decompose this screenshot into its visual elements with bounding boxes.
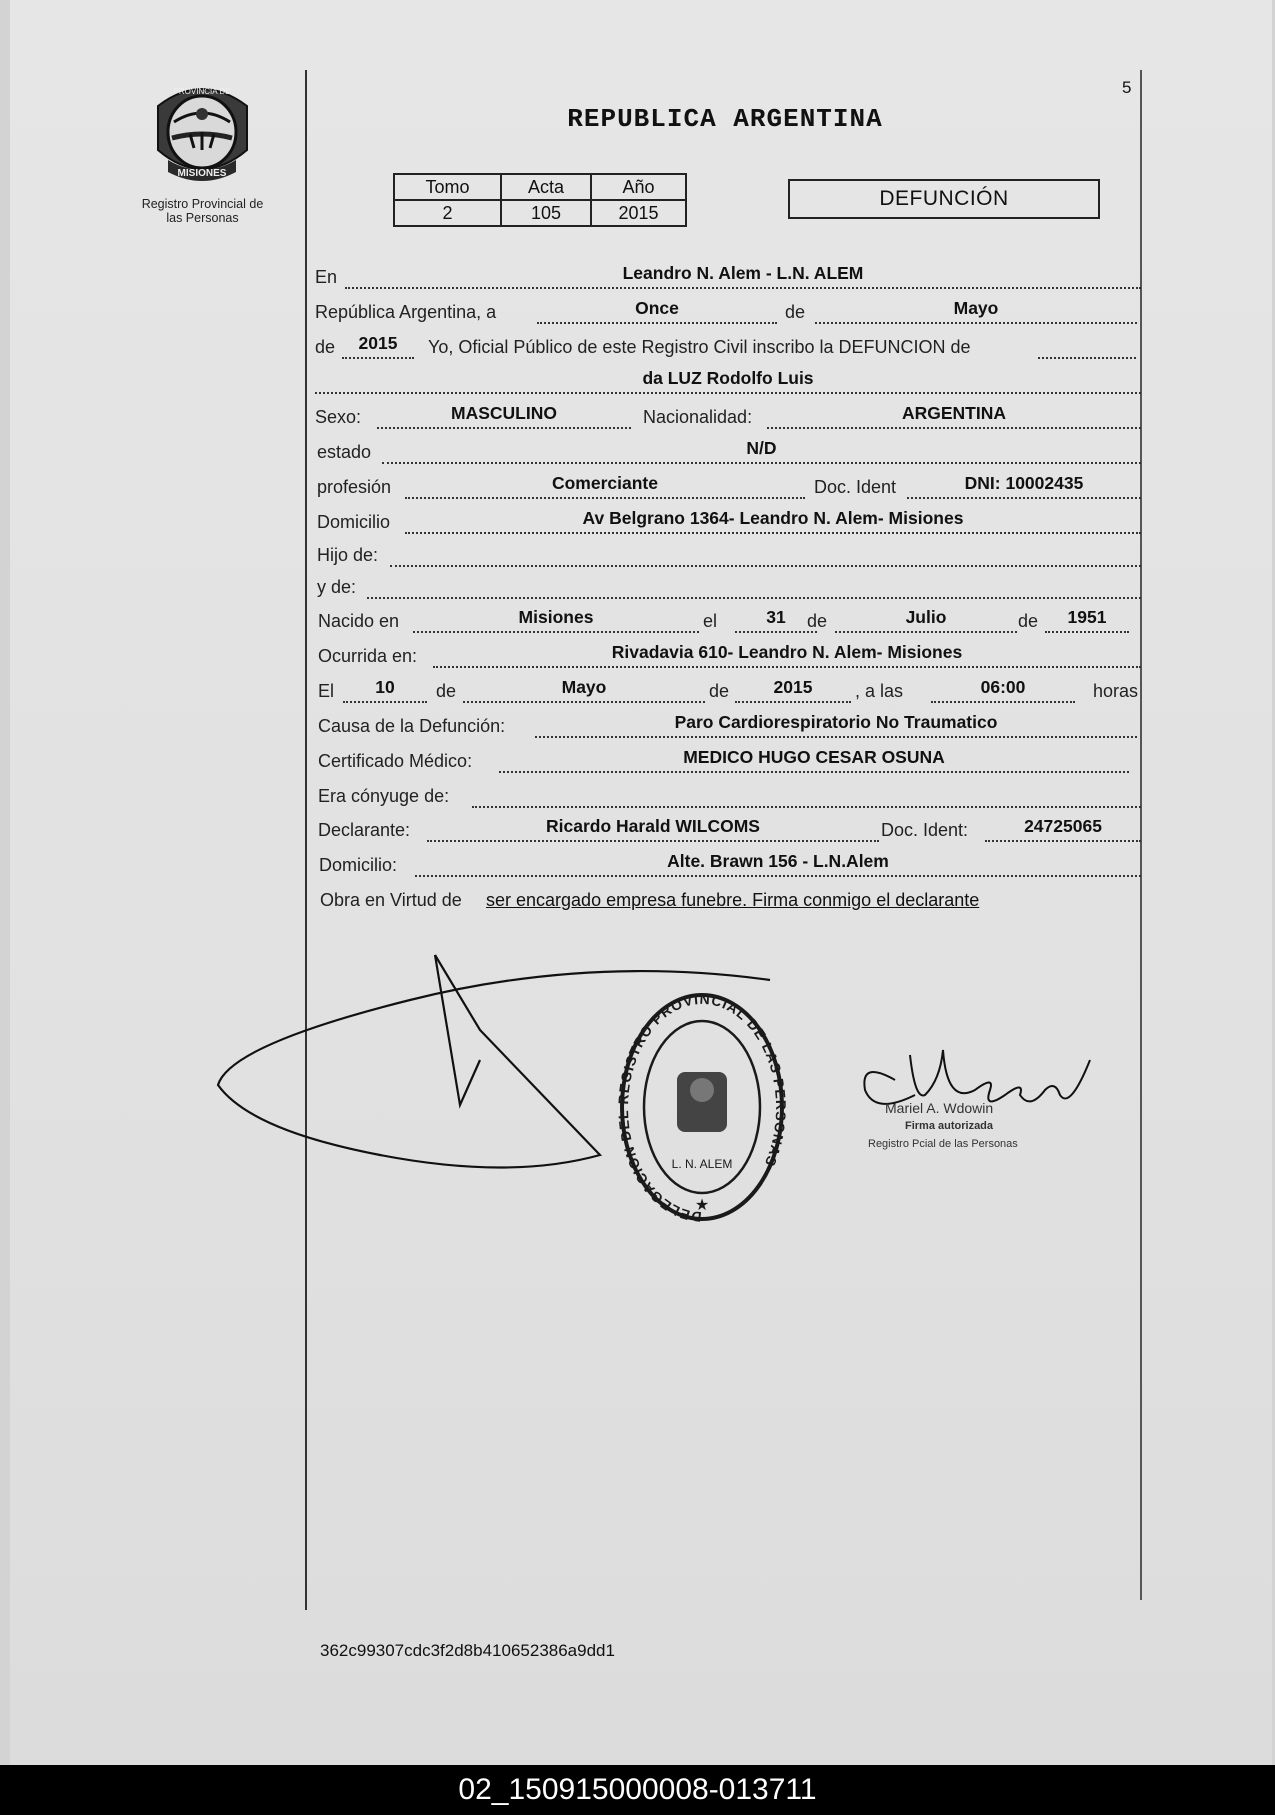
value-certificado: MEDICO HUGO CESAR OSUNA bbox=[499, 745, 1129, 773]
label-a-las: , a las bbox=[855, 681, 904, 701]
value-month-text: Mayo bbox=[815, 296, 1137, 324]
form-row-y-de bbox=[315, 572, 1141, 602]
value-death-time: 06:00 bbox=[931, 675, 1075, 703]
value-birth-month: Julio bbox=[835, 605, 1017, 633]
scan-id-text: 02_150915000008-013711 bbox=[458, 1773, 817, 1806]
registry-stamp bbox=[615, 990, 790, 1225]
label-nacionalidad: Nacionalidad: bbox=[643, 407, 753, 427]
official-name: Mariel A. Wdowin bbox=[885, 1100, 994, 1116]
value-hijo bbox=[390, 539, 1141, 567]
label-ocurrida: Ocurrida en: bbox=[318, 646, 418, 666]
form-row-declarante bbox=[315, 815, 1141, 845]
inscription-text: Yo, Oficial Público de este Registro Civil inscribo la DEFUNCION de bbox=[428, 337, 971, 357]
label-sexo: Sexo: bbox=[315, 407, 362, 427]
value-place: Leandro N. Alem - L.N. ALEM bbox=[345, 261, 1141, 289]
form-row-date bbox=[315, 297, 1141, 327]
value-ocurrida-en: Rivadavia 610- Leandro N. Alem- Misiones bbox=[433, 640, 1141, 668]
value-year: 2015 bbox=[342, 331, 414, 359]
value-profesion: Comerciante bbox=[405, 471, 805, 499]
registry-value-acta: 105 bbox=[501, 200, 591, 226]
form-row-domicilio2 bbox=[315, 850, 1141, 880]
label-hijo: Hijo de: bbox=[317, 545, 379, 565]
value-death-year: 2015 bbox=[735, 675, 851, 703]
form-row-sexo bbox=[315, 402, 1141, 432]
label-en: En bbox=[315, 267, 338, 287]
label-conyuge: Era cónyuge de: bbox=[318, 786, 450, 806]
form-row-hijo bbox=[315, 540, 1141, 570]
page-number: 5 bbox=[1122, 78, 1132, 97]
label-profesion: profesión bbox=[317, 477, 392, 497]
label-doc-ident: Doc. Ident bbox=[814, 477, 897, 497]
form-row-estado bbox=[315, 437, 1141, 467]
label-declarante: Declarante: bbox=[318, 820, 411, 840]
registry-value-ano: 2015 bbox=[591, 200, 686, 226]
svg-text:★: ★ bbox=[694, 1197, 710, 1214]
official-office: Registro Pcial de las Personas bbox=[868, 1138, 1018, 1150]
label-causa: Causa de la Defunción: bbox=[318, 716, 506, 736]
svg-text:MISIONES: MISIONES bbox=[177, 168, 227, 179]
label-domicilio2: Domicilio: bbox=[319, 855, 398, 875]
registry-header-tomo: Tomo bbox=[394, 174, 501, 200]
left-margin-rule bbox=[305, 70, 307, 1610]
form-row-certificado bbox=[315, 746, 1141, 776]
value-doc-ident: DNI: 10002435 bbox=[907, 471, 1141, 499]
value-conyuge bbox=[472, 780, 1141, 808]
document-hash: 362c99307cdc3f2d8b410652386a9dd1 bbox=[320, 1641, 615, 1660]
document-type-box: DEFUNCIÓN bbox=[788, 179, 1100, 219]
value-death-month: Mayo bbox=[463, 675, 705, 703]
label-horas: horas bbox=[1093, 681, 1139, 701]
value-causa: Paro Cardiorespiratorio No Traumatico bbox=[535, 710, 1137, 738]
label-el: el bbox=[703, 611, 718, 631]
value-deceased-name: da LUZ Rodolfo Luis bbox=[315, 366, 1141, 394]
label-obra: Obra en Virtud de bbox=[320, 890, 462, 910]
value-sexo: MASCULINO bbox=[377, 401, 631, 429]
label-y-de: y de: bbox=[317, 577, 357, 597]
value-obra-text: ser encargado empresa funebre. Firma conmigo el declarante bbox=[486, 890, 980, 910]
form-row-nacido bbox=[315, 606, 1141, 636]
form-row-place bbox=[315, 262, 1141, 292]
svg-text:DELEGACION DEL REGISTRO PROVIN: DELEGACION DEL REGISTRO PROVINCIAL DE LAS PERSONAS bbox=[615, 990, 790, 1225]
value-y-de bbox=[367, 571, 1141, 599]
svg-text:PROVINCIA DE: PROVINCIA DE bbox=[173, 87, 231, 96]
label-republica: República Argentina, a bbox=[315, 302, 497, 322]
official-role: Firma autorizada bbox=[905, 1120, 994, 1132]
label-de-year: de bbox=[315, 337, 336, 357]
value-nacido-en: Misiones bbox=[413, 605, 699, 633]
form-row-obra bbox=[315, 885, 1141, 915]
value-declarante: Ricardo Harald WILCOMS bbox=[427, 814, 879, 842]
registry-header-ano: Año bbox=[591, 174, 686, 200]
value-day-text: Once bbox=[537, 296, 777, 324]
registry-logo-caption: Registro Provincial de las Personas bbox=[141, 197, 264, 225]
form-row-domicilio bbox=[315, 507, 1141, 537]
form-row-profesion bbox=[315, 472, 1141, 502]
label-de: de bbox=[785, 302, 806, 322]
registry-value-tomo: 2 bbox=[394, 200, 501, 226]
svg-text:L. N. ALEM: L. N. ALEM bbox=[671, 1157, 733, 1171]
label-de-birth-month: de bbox=[807, 611, 828, 631]
label-domicilio: Domicilio bbox=[317, 512, 391, 532]
scan-id-bar bbox=[0, 1765, 1275, 1815]
label-de-death-year: de bbox=[709, 681, 730, 701]
form-row-death-date bbox=[315, 676, 1141, 706]
value-inscription-blank bbox=[1038, 331, 1136, 359]
registry-table bbox=[393, 173, 687, 227]
label-certificado: Certificado Médico: bbox=[318, 751, 473, 771]
value-estado: N/D bbox=[382, 436, 1141, 464]
form-row-ocurrida bbox=[315, 641, 1141, 671]
value-domicilio2: Alte. Brawn 156 - L.N.Alem bbox=[415, 849, 1141, 877]
form-row-causa bbox=[315, 711, 1141, 741]
value-domicilio: Av Belgrano 1364- Leandro N. Alem- Misiones bbox=[405, 506, 1141, 534]
value-birth-year: 1951 bbox=[1045, 605, 1129, 633]
label-declarante-doc: Doc. Ident: bbox=[881, 820, 969, 840]
value-nacionalidad: ARGENTINA bbox=[767, 401, 1141, 429]
label-nacido: Nacido en bbox=[318, 611, 400, 631]
value-death-day: 10 bbox=[343, 675, 427, 703]
label-estado: estado bbox=[317, 442, 372, 462]
label-de-death-month: de bbox=[436, 681, 457, 701]
label-el-cap: El bbox=[318, 681, 335, 701]
country-title: REPUBLICA ARGENTINA bbox=[567, 104, 883, 134]
form-row-deceased bbox=[315, 367, 1141, 397]
form-row-inscription bbox=[315, 332, 1141, 362]
value-birth-day: 31 bbox=[735, 605, 817, 633]
value-declarante-doc: 24725065 bbox=[985, 814, 1141, 842]
form-row-conyuge bbox=[315, 781, 1141, 811]
label-de-birth-year: de bbox=[1018, 611, 1039, 631]
registry-header-acta: Acta bbox=[501, 174, 591, 200]
